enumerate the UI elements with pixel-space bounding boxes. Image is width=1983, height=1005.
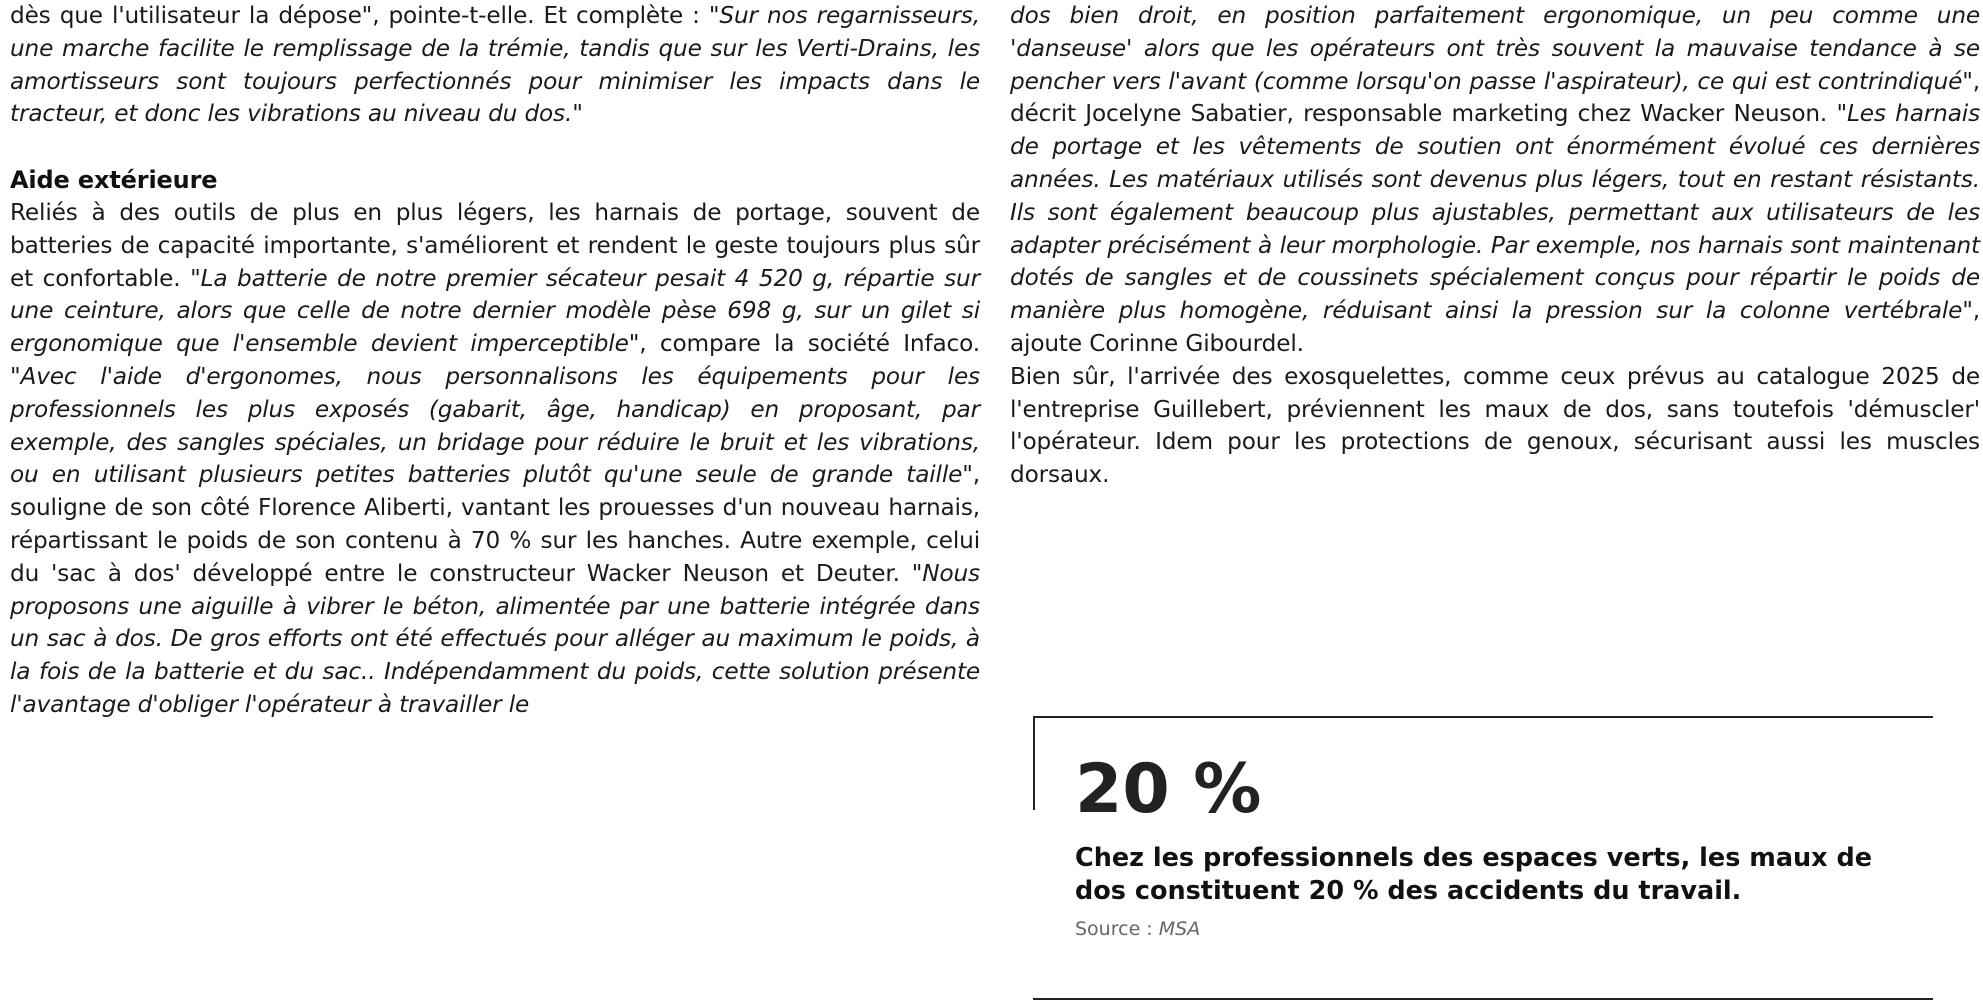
paragraph-intro	[10, 0, 980, 131]
text-run: , ajoute Corinne Gibourdel.	[1010, 297, 1980, 357]
divider-bottom	[1033, 998, 1933, 1000]
paragraph-continuation	[1010, 0, 1980, 361]
quote-aliberti: "Avec l'aide d'ergonomes, nous personnalisons les équipements pour les professionnels les plus exposés (gabarit, âge, handicap) en proposant, par exemple, des sangles spéciales, un bridage pour réduire le bruit et les vibrations, ou en utilisant plusieurs petites batteries plutôt qu'une seule de grande taille"	[10, 362, 980, 489]
stat-callout	[1033, 716, 1933, 1000]
source-name: MSA	[1158, 918, 1201, 940]
section-heading: Aide extérieure	[10, 166, 218, 195]
quote-gibourdel: "Les harnais de portage et les vêtements de soutien ont énormément évolué ces dernières années. Les matériaux utilisés sont devenus plus légers, tout en restant résistants. Ils sont également beaucoup plus ajustables, permettant aux utilisateurs de les adapter précisément à leur morphologie. Par exemple, nos harnais sont maintenant dotés de sangles et de coussinets spécialement conçus pour répartir le poids de manière plus homogène, réduisant ainsi la pression sur la colonne vertébrale"	[1010, 100, 1980, 325]
text-run: , décrit Jocelyne Sabatier, responsable marketing chez Wacker Neuson.	[1010, 67, 1980, 128]
quote-infaco: "La batterie de notre premier sécateur pesait 4 520 g, répartie sur une ceinture, alors que celle de notre dernier modèle pèse 698 g, sur un gilet si ergonomique que l'ensemble devient imperceptible"	[10, 264, 980, 358]
paragraph-aide-exterieure	[10, 197, 980, 722]
stat-source	[1075, 916, 1200, 942]
text-run: , compare la société Infaco.	[639, 330, 981, 358]
source-label: Source :	[1075, 918, 1159, 940]
text-run: dès que l'utilisateur la dépose", pointe-t-elle. Et complète :	[10, 2, 709, 29]
accent-bar	[1033, 716, 1035, 810]
quote-regarnisseurs: "Sur nos regarnisseurs, une marche facilite le remplissage de la trémie, tandis que sur les Verti-Drains, les amortisseurs sont toujours perfectionnés pour minimiser les impacts dans le tracteur, et donc les vibrations au niveau du dos."	[10, 2, 980, 128]
text-run: , souligne de son côté Florence Aliberti, vantant les prouesses d'un nouveau harnais, répartissant le poids de son contenu à 70 % sur les hanches. Autre exemple, celui du 'sac à dos' développé entre le constructeur Wacker Neuson et Deuter.	[10, 461, 980, 587]
stat-value: 20 %	[1075, 750, 1262, 829]
quote-sabatier: dos bien droit, en position parfaitement ergonomique, un peu comme une 'danseuse' alors que les opérateurs ont très souvent la mauvaise tendance à se pencher vers l'avant (comme lorsqu'on passe l'aspirateur), ce qui est contrindiqué"	[1010, 2, 1980, 95]
left-column	[10, 0, 980, 722]
right-column	[1010, 0, 1980, 492]
divider-top	[1033, 716, 1933, 718]
paragraph-exosquelettes: Bien sûr, l'arrivée des exosquelettes, comme ceux prévus au catalogue 2025 de l'entreprise Guillebert, préviennent les maux de dos, sans toutefois 'démuscler' l'opérateur. Idem pour les protections de genoux, sécurisant aussi les muscles dorsaux.	[1010, 362, 1980, 489]
text-run: Reliés à des outils de plus en plus légers, les harnais de portage, souvent de batteries de capacité importante, s'améliorent et rendent le geste toujours plus sûr et confortable.	[10, 198, 980, 292]
quote-wacker-neuson: "Nous proposons une aiguille à vibrer le béton, alimentée par une batterie intégrée dans un sac à dos. De gros efforts ont été effectués pour alléger au maximum le poids, à la fois de la batterie et du sac.. Indépendamment du poids, cette solution présente l'avantage d'obliger l'opérateur à travailler le	[10, 559, 980, 718]
stat-description: Chez les professionnels des espaces verts, les maux de dos constituent 20 % des accidents du travail.	[1075, 843, 1873, 906]
